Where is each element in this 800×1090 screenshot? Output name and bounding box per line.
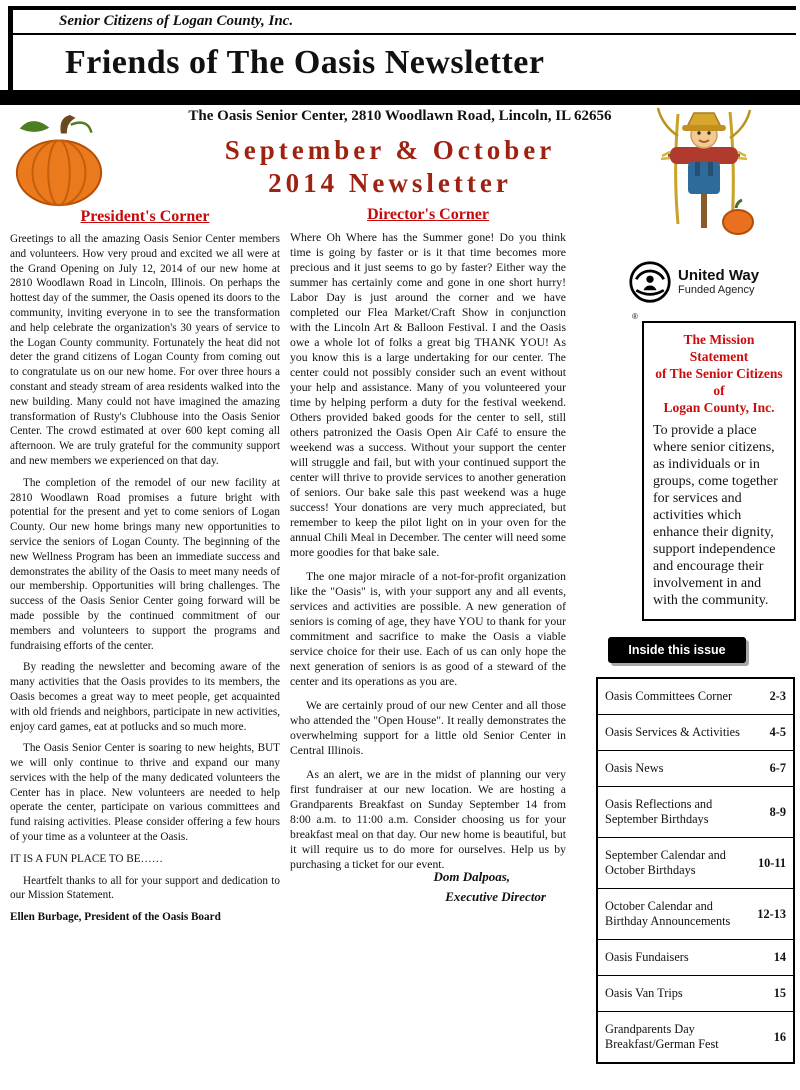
toc-label: Oasis Van Trips xyxy=(605,986,683,1000)
director-paragraph: We are certainly proud of our new Center and all those who attended the "Open House". It really demonstrates the overwhelming support for a little old Senior Center in Central Illinois. xyxy=(290,699,566,757)
right-rail xyxy=(574,246,796,1064)
fun-place-line: IT IS A FUN PLACE TO BE…… xyxy=(10,852,163,865)
toc-label: Oasis News xyxy=(605,761,664,775)
toc-label: October Calendar and Birthday Announcements xyxy=(605,899,731,928)
toc-page-number: 10-11 xyxy=(757,855,786,870)
toc-page-number: 12-13 xyxy=(757,906,786,921)
thanks-line: Heartfelt thanks to all for your support and dedication to our Mission Statement. xyxy=(10,874,280,902)
toc-label: Oasis Committees Corner xyxy=(605,689,733,703)
president-paragraph: Greetings to all the amazing Oasis Senior Center members and volunteers. How very proud and excited we all were at the Grand Opening on July 12, 2014 of our new home at 2810 Woodlawn Road in Lincoln, Illinois. On perhaps the hottest day of the summer, the Oasis opened its doors to the community, inviting everyone in to see the transformation and help celebrate the organization's 30 years of service to the Logan County community. Fortunately the heat did not deter the grand citizens of Logan County from coming out to congratulate us on our new home. For over three hours a constant and steady stream of area residents walked into the new building. Many could not have imagined the amazing transformation of Rusty's Clubhouse into the Oasis Senior Center. The crowd estimated at over 600 kept coming all afternoon. We are truly grateful for the community support and new members we experienced on that day. xyxy=(10,233,280,467)
toc-page-number: 14 xyxy=(773,950,786,964)
mission-heading xyxy=(653,331,785,416)
registered-mark: ® xyxy=(632,312,638,321)
toc-row xyxy=(598,679,793,715)
toc-row xyxy=(598,976,793,1012)
directors-corner-heading: Director's Corner xyxy=(367,206,489,223)
org-name: Senior Citizens of Logan County, Inc. xyxy=(59,13,294,29)
toc-row xyxy=(598,889,793,940)
newsletter-title: Friends of The Oasis Newsletter xyxy=(65,44,545,81)
toc-label: Oasis Services & Activities xyxy=(605,725,740,739)
presidents-corner-heading: President's Corner xyxy=(80,208,210,225)
toc-page-number: 8-9 xyxy=(769,804,786,819)
director-signature-title: Executive Director xyxy=(445,889,546,904)
director-paragraph: The one major miracle of a not-for-profit organization like the "Oasis" is, with your support any and all events, services and activities are possible. A new generation of seniors is coming of age, they have YOU to thank for your commitment and sacrifice to make the Oasis a viable service choice for their use. Each of us can only hope the next generation of seniors is as good of a steward of the center and its operations as you are. xyxy=(290,570,566,688)
toc-label: Oasis Reflections and September Birthdays xyxy=(605,797,713,826)
pumpkin-icon xyxy=(10,112,108,210)
toc-page-number: 16 xyxy=(773,1029,786,1044)
issue-title xyxy=(110,134,670,200)
united-way-text xyxy=(678,268,759,296)
president-paragraph: The Oasis Senior Center is soaring to new heights, BUT we will only continue to thrive and expand our many services with the help of the many dedicated volunteers the Center has in place. New volunteers are needed to help operate the center, participate on various committees and fund raising activities. Please consider offering a few hours of your time as a volunteer at the Oasis. xyxy=(10,742,280,844)
toc-row xyxy=(598,838,793,889)
toc-row xyxy=(598,751,793,787)
united-way-subtitle: Funded Agency xyxy=(678,284,755,296)
director-paragraph: As an alert, we are in the midst of planning our very first fundraiser at our new location. We are hosting a Grandparents Breakfast on Sunday September 14 from 8:00 a.m. to 11:00 a.m. Consider choosing us for your breakfast meal on that day. Our new home is beautiful, but it will require us to do more for ourselves. Help us by purchasing a ticket for our event. xyxy=(290,768,566,871)
toc-label: September Calendar and October Birthdays xyxy=(605,848,726,877)
united-way-icon xyxy=(628,260,672,304)
mission-heading-line3: Logan County, Inc. xyxy=(663,400,775,415)
toc-row xyxy=(598,787,793,838)
director-paragraph: Where Oh Where has the Summer gone! Do you think time is going by faster or is it that time becomes more precious and it just seems to go by faster? Either way the summer has certainly come and gone in one short hurry! Labor Day is just around the corner and we have completed our Flea Market/Craft Show in conjunction with the Lincoln Art & Balloon Festival. I and the Oasis owe a whole lot of folks a great big THANK YOU! As you know this is a large undertaking for our center. The center could not possibly consider such an event without your help and assistance. Many of you volunteered your time by helping perform a duty for the festival weekend. Others provided baked goods for the center to sell, still others patronized the Oasis Open Air Café to ensure the weekend was a success. Without your support the center will struggle and fail, but with your continued support the center will thrive to provide services to another generation of seniors. Our bake sale this past weekend was a huge success! Your donations are very much appreciated, but remember to keep the pilot light on in your oven for the annual Chili Meal in December. The center will need some more goodies for that bake sale. xyxy=(290,231,566,559)
toc-row xyxy=(598,715,793,751)
mission-heading-line1: The Mission Statement xyxy=(683,332,755,364)
director-signature-name: Dom Dalpoas, xyxy=(433,869,510,884)
toc-page-number: 6-7 xyxy=(769,761,786,775)
masthead xyxy=(8,6,796,92)
toc-row xyxy=(598,1012,793,1062)
toc-page-number: 15 xyxy=(773,986,786,1000)
president-signature: Ellen Burbage, President of the Oasis Board xyxy=(10,911,221,924)
toc-label: Grandparents Day Breakfast/German Fest xyxy=(605,1022,719,1051)
president-paragraph: The completion of the remodel of our new facility at 2810 Woodlawn Road promises a future bright with potential for the present and yet to come seniors of Logan County. Our new home brings many new opportunities to service the seniors of Logan County. The beginning of the new Wellness Program has been an immediate success and demonstrates the ability of the Oasis to meet many needs of our membership. Opportunities will bring challenges. The success of the Oasis Senior Center going forward will be made possible by the continued commitment of our members and volunteers to support the programs and fundraising efforts of the center. xyxy=(10,476,280,652)
issue-title-line1: September & October xyxy=(224,135,556,165)
scarecrow-icon xyxy=(648,102,760,242)
mission-body: To provide a place where senior citizens, as individuals or in groups, come together for services and activities which enhance their dignity, support independence and encourage their involvement in and with the community. xyxy=(653,423,778,608)
mission-heading-line2: of The Senior Citizens of xyxy=(655,366,783,398)
toc-row xyxy=(598,940,793,976)
presidents-corner-column xyxy=(10,208,280,932)
directors-corner-column xyxy=(290,206,566,907)
center-address: The Oasis Senior Center, 2810 Woodlawn Road, Lincoln, IL 62656 xyxy=(188,108,612,124)
table-of-contents xyxy=(596,677,795,1064)
toc-page-number: 2-3 xyxy=(769,689,786,703)
united-way-name: United Way xyxy=(678,267,760,284)
toc-label: Oasis Fundaisers xyxy=(605,950,689,964)
toc-page-number: 4-5 xyxy=(769,725,786,739)
issue-title-line2: 2014 Newsletter xyxy=(268,168,512,198)
united-way-logo-block xyxy=(628,260,796,304)
mission-statement-box xyxy=(642,321,796,621)
inside-this-issue-banner: Inside this issue xyxy=(608,637,746,663)
director-signature xyxy=(290,867,566,907)
president-paragraph: By reading the newsletter and becoming aware of the many activities that the Oasis provides to its members, the Oasis becomes a great way to meet people, get acquainted with old friends and neighbors, participate in new activities, enjoy card games, eat at potlucks and so much more. xyxy=(10,661,280,733)
